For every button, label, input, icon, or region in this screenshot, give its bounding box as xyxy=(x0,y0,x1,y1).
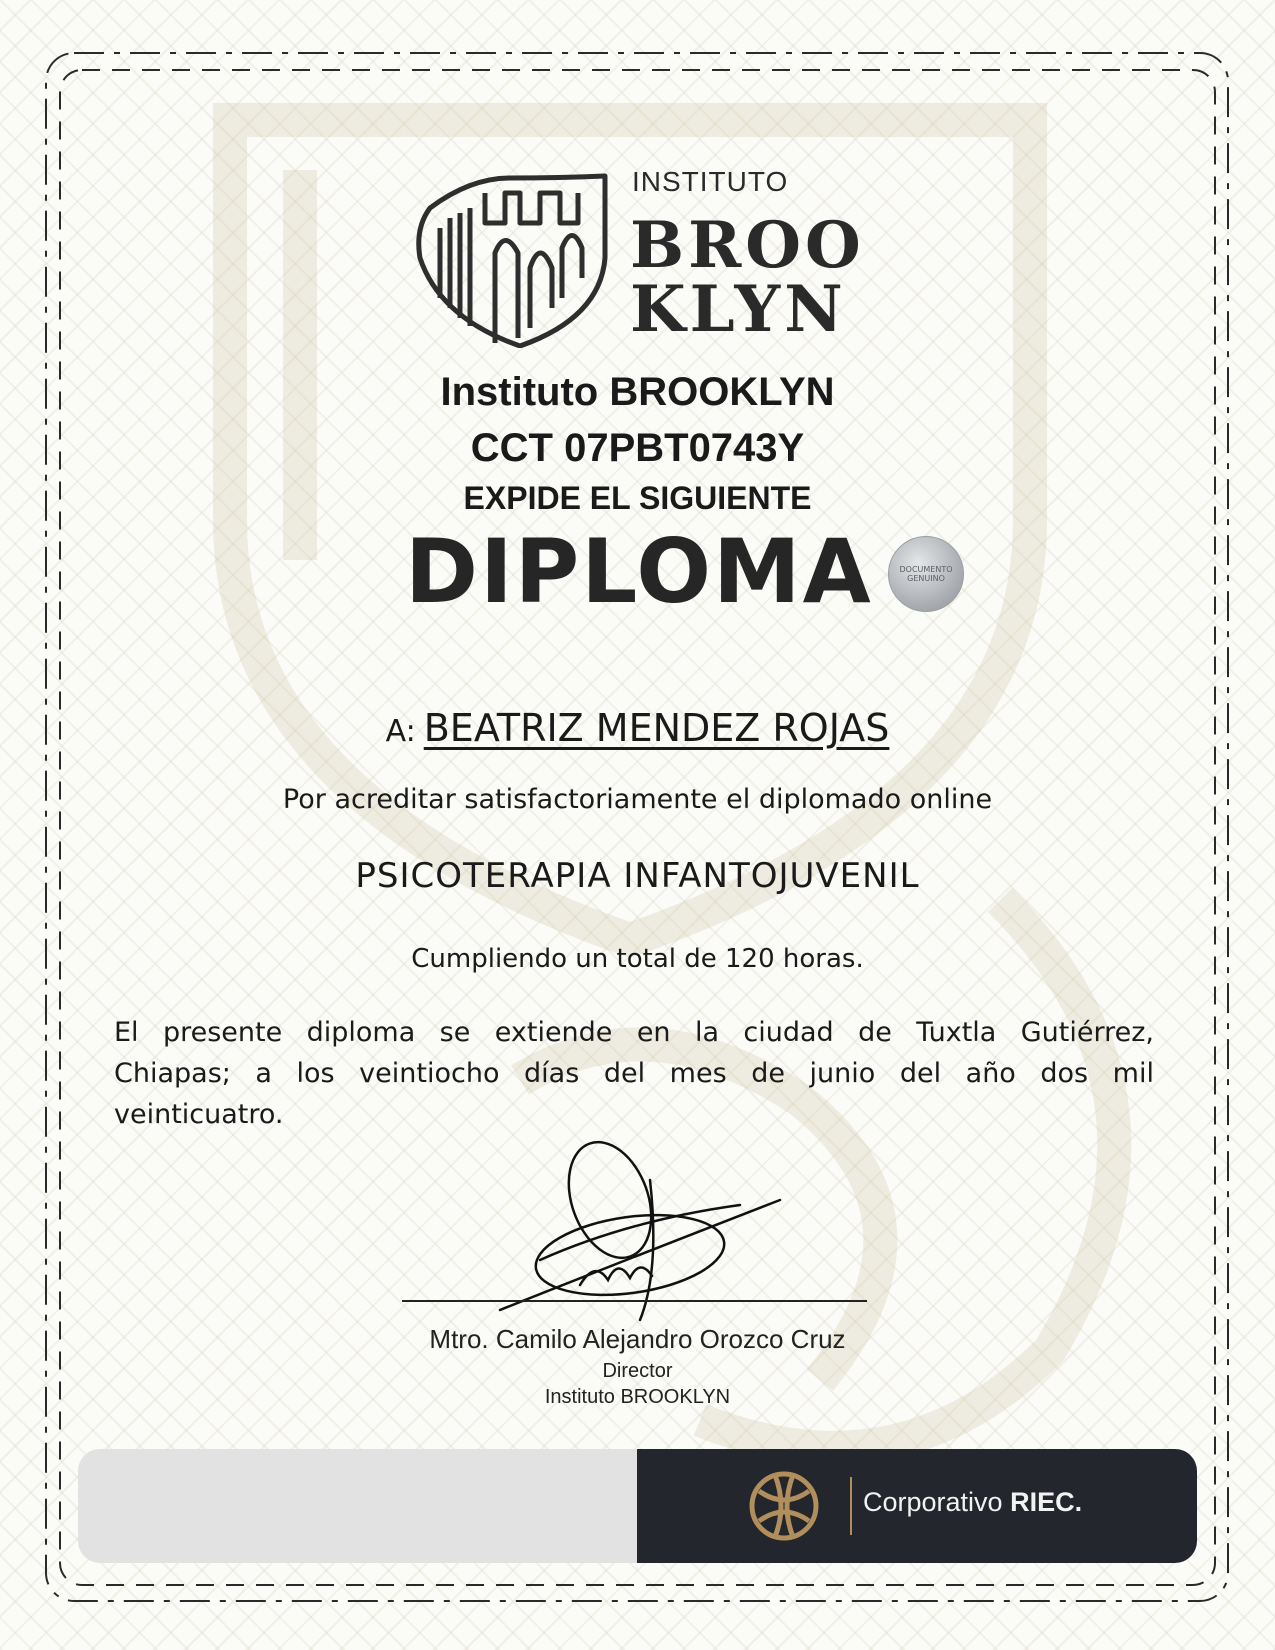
signature-line xyxy=(402,1300,867,1302)
recipient-name: BEATRIZ MENDEZ ROJAS xyxy=(423,706,890,750)
course-name: PSICOTERAPIA INFANTOJUVENIL xyxy=(355,856,920,896)
footer-right-panel xyxy=(637,1449,1197,1563)
hours-text: Cumpliendo un total de 120 horas. xyxy=(411,944,864,974)
recipient-prefix: A: xyxy=(385,714,416,749)
recipient-line xyxy=(0,706,1275,750)
signatory-name: Mtro. Camilo Alejandro Orozco Cruz xyxy=(429,1324,846,1354)
castle-shield-icon xyxy=(410,168,610,348)
logo-text-broo: BROO xyxy=(630,208,865,283)
issue-statement: El presente diploma se extiende en la ciudad de Tuxtla Gutiérrez, Chiapas; a los veintiocho días del mes de junio del año dos mil veinticuatro. xyxy=(114,1017,1154,1130)
issues-text: EXPIDE EL SIGUIENTE xyxy=(463,480,812,516)
signatory-institution: Instituto BROOKLYN xyxy=(544,1386,731,1408)
riec-globe-logo-icon xyxy=(747,1469,821,1543)
logo-text-klyn: KLYN xyxy=(630,272,847,347)
signatory-role: Director xyxy=(602,1360,673,1382)
footer-divider xyxy=(850,1477,852,1535)
footer-brand xyxy=(863,1487,1082,1518)
diploma-title: DIPLOMA xyxy=(405,520,873,623)
footer-brand-bold: RIEC. xyxy=(1010,1487,1083,1517)
footer-brand-prefix: Corporativo xyxy=(863,1487,1011,1517)
footer-left-panel xyxy=(78,1449,638,1563)
accreditation-text: Por acreditar satisfactoriamente el diplomado online xyxy=(282,784,993,815)
cct-code: CCT 07PBT0743Y xyxy=(470,426,805,470)
genuine-document-seal-icon xyxy=(888,536,964,612)
seal-text: DOCUMENTO GENUINO xyxy=(899,565,953,583)
institution-name: Instituto BROOKLYN xyxy=(440,370,835,414)
logo-text-instituto: INSTITUTO xyxy=(632,166,789,197)
